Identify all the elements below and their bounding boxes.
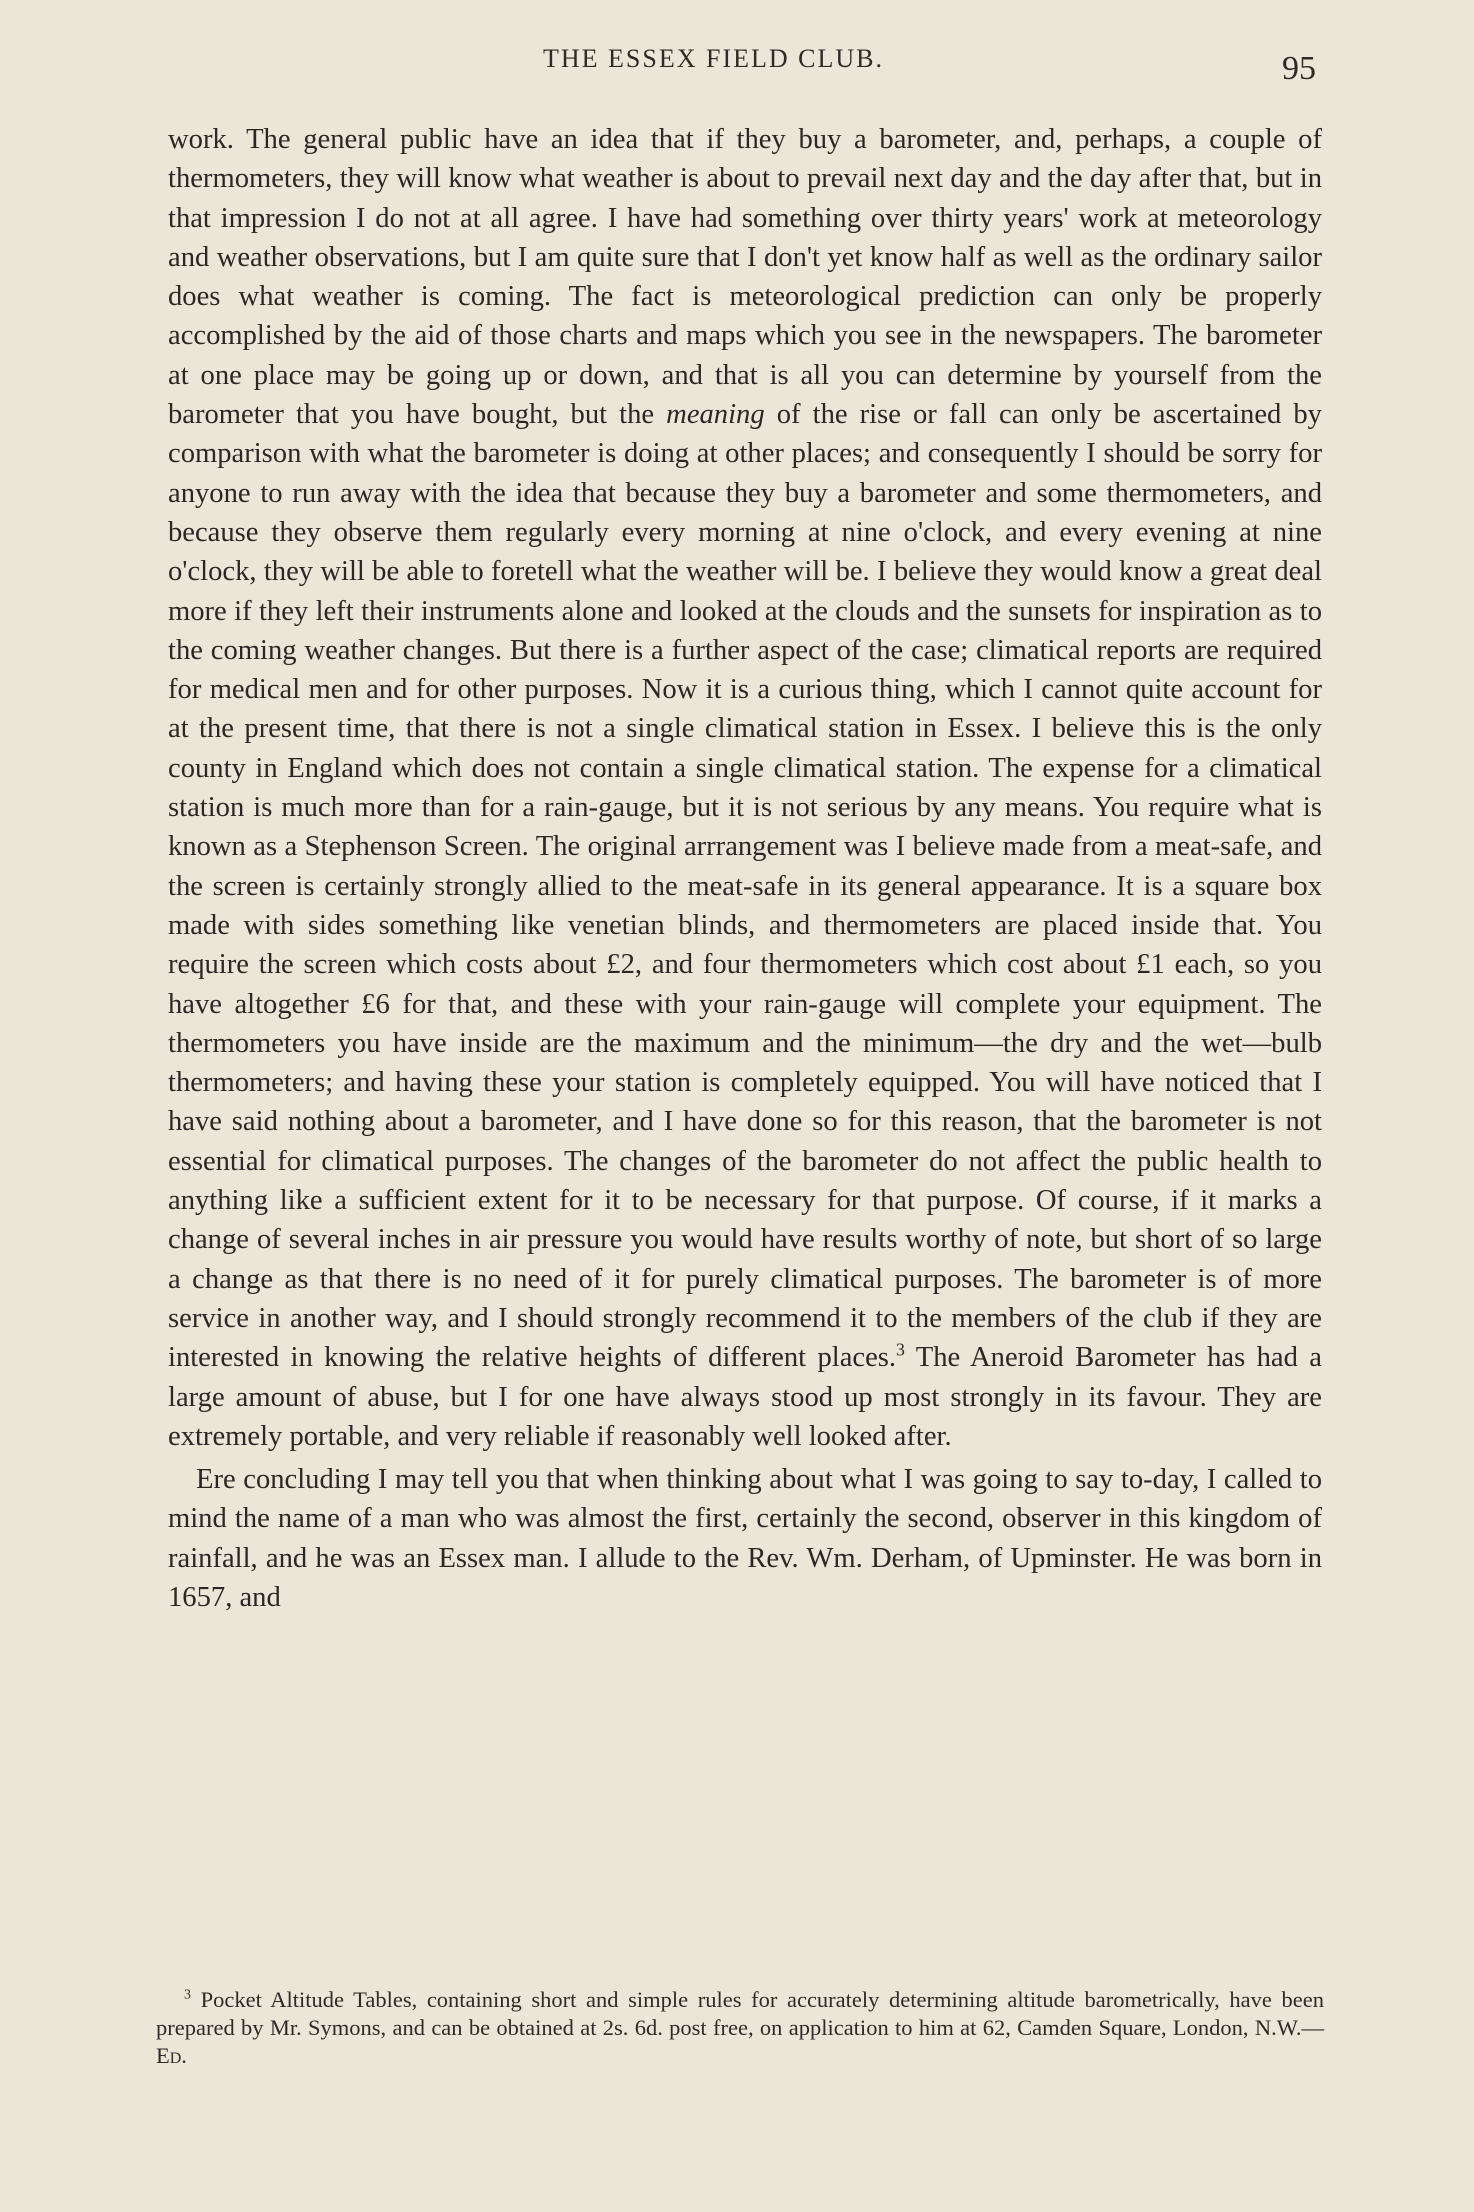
paragraph-1-part-b: of the rise or fall can only be ascertained by comparison with what the barometer is doing at other places; and consequently I should be sorry for anyone to run away with the idea that because they buy a barometer and some thermometers, and because they observe them regularly every morning at nine o'clock, and every evening at nine o'clock, they will be able to foretell what the weather will be. I believe they would know a great deal more if they left their instruments alone and looked at the clouds and the sunsets for inspiration as to the coming weather changes. But there is a further aspect of the case; climatical reports are required for medical men and for other purposes. Now it is a curious thing, which I cannot quite account for at the present time, that there is not a single climatical station in Essex. I believe this is the only county in England which does not contain a single climatical station. The expense for a climatical station is much more than for a rain-gauge, but it is not serious by any means. You require what is known as a Stephenson Screen. The original arrrangement was I believe made from a meat-safe, and the screen is certainly strongly allied to the meat-safe in its general appearance. It is a square box made with sides something like venetian blinds, and thermometers are placed inside that. You require the screen which costs about £2, and four thermometers which cost about £1 each, so you have altogether £6 for that, and these with your rain-gauge will complete your equipment. The thermometers you have inside are the maximum and the minimum—the dry and the wet—bulb thermometers; and having these your station is completely equipped. You will have noticed that I have said nothing about a barometer, and I have done so for this reason, that the barometer is not essential for climatical purposes. The changes of the barometer do not affect the public health to anything like a sufficient extent for it to be necessary for that purpose. Of course, if it marks a change of several inches in air pressure you would have results worthy of note, but short of so large a change as that there is no need of it for purely climatical purposes. The barometer is of more service in another way, and I should strongly recommend it to the members of the club if they are interested in knowing the relative heights of different places. bbox=[168, 399, 1322, 1374]
footnote-marker: 3 bbox=[184, 1987, 191, 2003]
running-title: THE ESSEX FIELD CLUB. bbox=[543, 44, 884, 73]
paragraph-1 bbox=[168, 120, 1322, 1456]
page-number: 95 bbox=[1282, 50, 1316, 87]
footnote-signature: Ed. bbox=[156, 2043, 187, 2068]
emphasis-meaning: meaning bbox=[666, 399, 765, 431]
footnote-text: Pocket Altitude Tables, containing short and simple rules for accurately determining altitude barometrically, have been prepared by Mr. Symons, and can be obtained at 2s. 6d. post free, on application to him at 62, Camden Square, London, N.W.— bbox=[156, 1987, 1324, 2040]
paragraph-2: Ere concluding I may tell you that when thinking about what I was going to say to-day, I called to mind the name of a man who was almost the first, certainly the second, observer in this kingdom of rainfall, and he was an Essex man. I allude to the Rev. Wm. Derham, of Upminster. He was born in 1657, and bbox=[168, 1464, 1322, 1613]
running-head bbox=[0, 44, 1474, 94]
body-text bbox=[168, 120, 1322, 1617]
paragraph-1-part-c: The Aneroid Barometer has had a large amount of abuse, but I for one have always stood up most strongly in its favour. They are extremely portable, and very reliable if reasonably well looked after. bbox=[168, 1342, 1322, 1452]
footnote-reference[interactable]: 3 bbox=[896, 1339, 905, 1360]
footnote bbox=[156, 1986, 1324, 2070]
paragraph-1-part-a: work. The general public have an idea that if they buy a barometer, and, perhaps, a couple of thermometers, they will know what weather is about to prevail next day and the day after that, but in that impression I do not at all agree. I have had something over thirty years' work at meteorology and weather observations, but I am quite sure that I don't yet know half as well as the ordinary sailor does what weather is coming. The fact is meteorological prediction can only be properly accomplished by the aid of those charts and maps which you see in the newspapers. The barometer at one place may be going up or down, and that is all you can determine by yourself from the barometer that you have bought, but the bbox=[168, 124, 1322, 431]
